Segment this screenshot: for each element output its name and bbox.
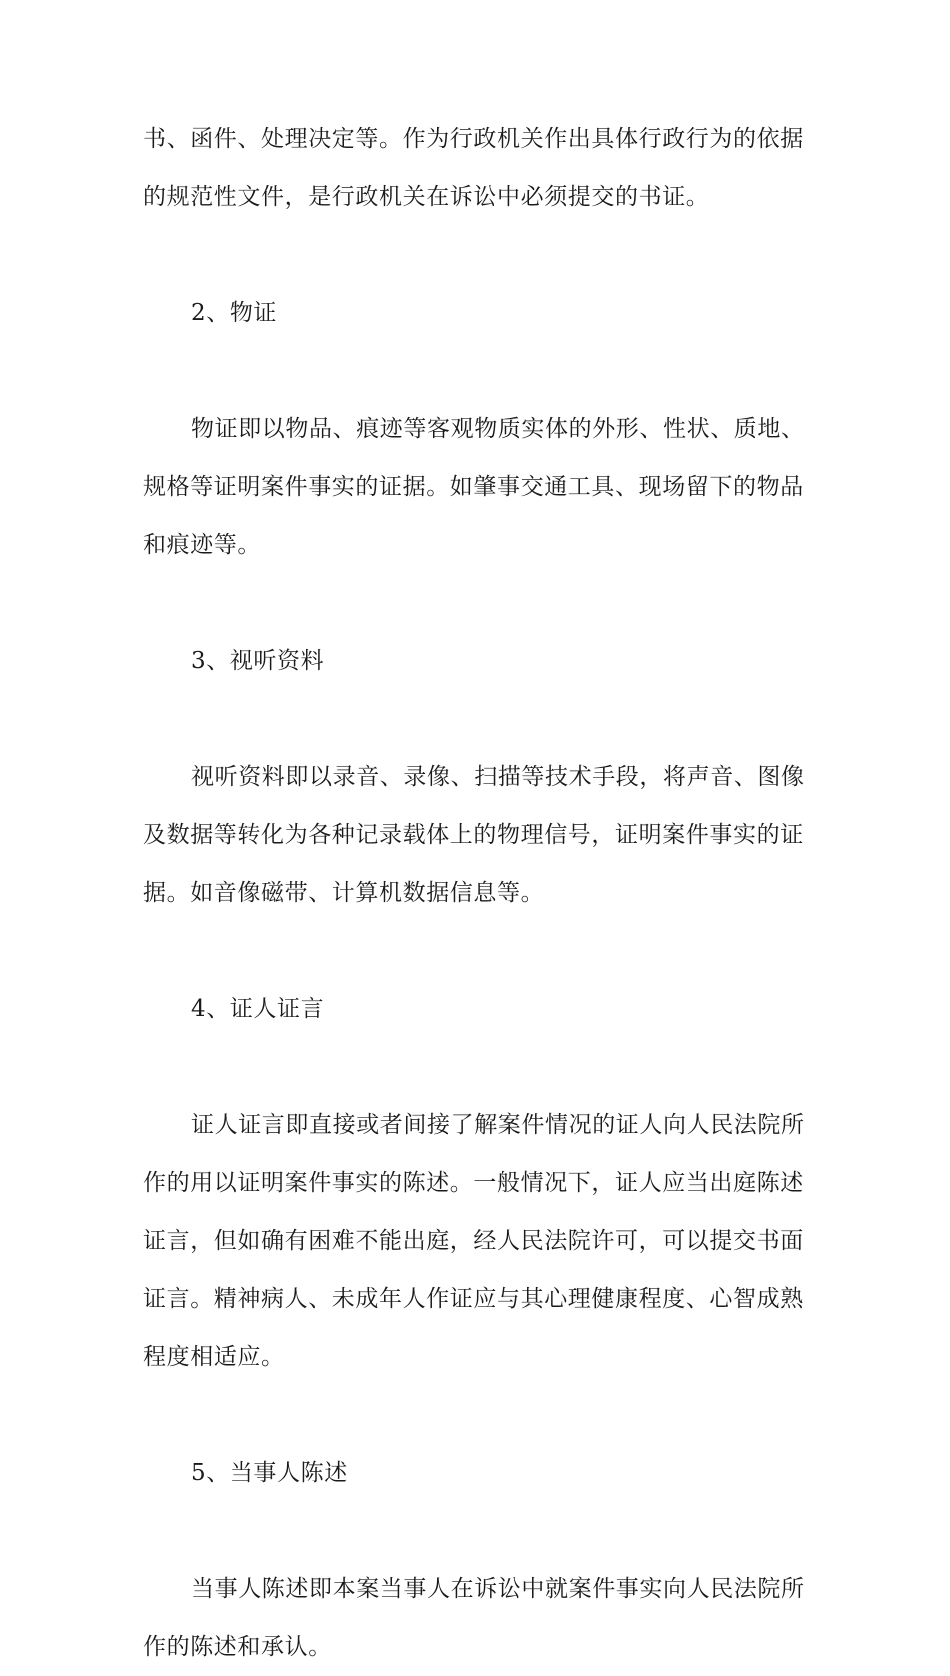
paragraph-gap (143, 690, 803, 748)
text-line: 据。如音像磁带、计算机数据信息等。 (143, 880, 545, 906)
paragraph-gap (143, 922, 803, 980)
text-line: 视听资料即以录音、录像、扫描等技术手段，将声音、图像 (191, 764, 805, 790)
text-line: 的规范性文件，是行政机关在诉讼中必须提交的书证。 (143, 184, 710, 210)
text-line: 作的陈述和承认。 (143, 1634, 332, 1660)
section-heading-party-statement: 5、当事人陈述 (191, 1460, 348, 1486)
document-page (143, 110, 803, 1676)
paragraph-gap (143, 574, 803, 632)
text-line: 作的用以证明案件事实的陈述。一般情况下，证人应当出庭陈述 (143, 1170, 804, 1196)
paragraph-physical-evidence (143, 400, 803, 574)
paragraph-gap (143, 1386, 803, 1444)
text-line: 及数据等转化为各种记录载体上的物理信号，证明案件事实的证 (143, 822, 804, 848)
paragraph-audiovisual-materials (143, 748, 803, 922)
paragraph-witness-testimony (143, 1096, 803, 1386)
section-heading-witness-testimony: 4、证人证言 (191, 996, 325, 1022)
section-heading-audiovisual-materials: 3、视听资料 (191, 648, 325, 674)
text-line: 规格等证明案件事实的证据。如肇事交通工具、现场留下的物品 (143, 474, 804, 500)
text-line: 程度相适应。 (143, 1344, 285, 1370)
paragraph-gap (143, 1502, 803, 1560)
paragraph-gap (143, 226, 803, 284)
paragraph-gap (143, 1038, 803, 1096)
text-line: 物证即以物品、痕迹等客观物质实体的外形、性状、质地、 (191, 416, 805, 442)
text-line: 证人证言即直接或者间接了解案件情况的证人向人民法院所 (191, 1112, 805, 1138)
text-line: 当事人陈述即本案当事人在诉讼中就案件事实向人民法院所 (191, 1576, 805, 1602)
text-line: 证言，但如确有困难不能出庭，经人民法院许可，可以提交书面 (143, 1228, 804, 1254)
section-heading-physical-evidence: 2、物证 (191, 300, 278, 326)
paragraph-gap (143, 342, 803, 400)
paragraph-party-statement (143, 1560, 803, 1676)
text-line: 和痕迹等。 (143, 532, 261, 558)
paragraph-documentary-evidence-continued (143, 110, 803, 226)
text-line: 证言。精神病人、未成年人作证应与其心理健康程度、心智成熟 (143, 1286, 804, 1312)
text-line: 书、函件、处理决定等。作为行政机关作出具体行政行为的依据 (143, 126, 804, 152)
